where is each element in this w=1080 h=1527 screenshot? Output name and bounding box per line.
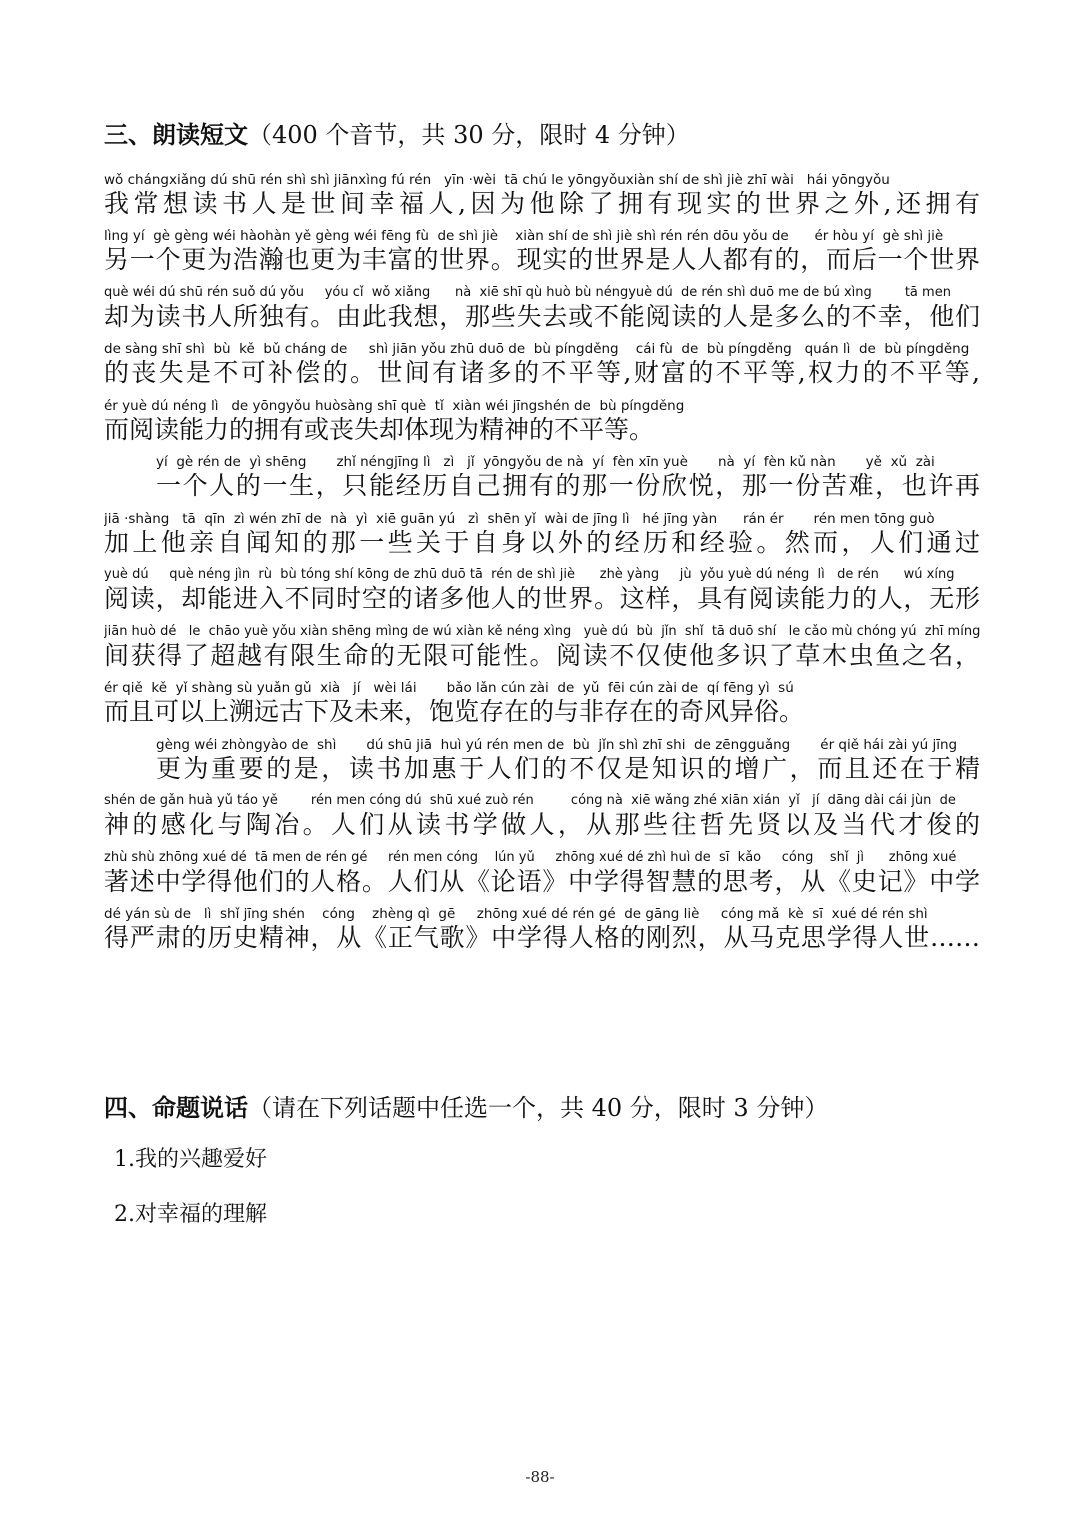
- passage-line: [104, 454, 980, 510]
- pinyin-line: ér yuè dú néng lì de yōngyǒu huòsàng shī què tǐ xiàn wéi jīngshén de bù píngděng: [104, 398, 685, 414]
- passage-line: [104, 680, 980, 736]
- passage-line: [104, 398, 980, 454]
- hanzi-line: 得严肃的历史精神，从《正气歌》中学得人格的刚烈，从马克思学得人世……: [104, 923, 980, 952]
- section4-heading: [104, 1093, 828, 1123]
- pinyin-line: ér qiě kě yǐ shàng sù yuǎn gǔ xià jí wèi lái bǎo lǎn cún zài de yǔ fēi cún zài de qí fēng yì sú: [104, 680, 794, 696]
- pinyin-line: dé yán sù de lì shǐ jīng shén cóng zhèng qì gē zhōng xué dé rén gé de gāng liè cóng mǎ kè sī xué dé rén shì: [104, 906, 928, 922]
- section4-note: （请在下列话题中任选一个，共 40 分，限时 3 分钟）: [248, 1094, 829, 1122]
- pinyin-line: jiā ·shàng tā qīn zì wén zhī de nà yì xiē guān yú zì shēn yǐ wài de jīng lì hé jīng yàn rán ér rén men tōng guò: [104, 511, 935, 527]
- section4-title: 四、命题说话: [104, 1094, 248, 1122]
- hanzi-line: 神的感化与陶冶。人们从读书学做人，从那些往哲先贤以及当代才俊的: [104, 810, 980, 839]
- section3-title: 三、朗读短文: [104, 121, 248, 149]
- passage-line: [104, 228, 980, 284]
- pinyin-line: què wéi dú shū rén suǒ dú yǒu yóu cǐ wǒ xiǎng nà xiē shī qù huò bù néngyuè dú de rén shì duō me de bú xìng tā men: [104, 285, 951, 300]
- pinyin-line: shén de gǎn huà yǔ táo yě rén men cóng dú shū xué zuò rén cóng nà xiē wǎng zhé xiān xián yǐ jí dāng dài cái jùn de: [104, 793, 956, 808]
- hanzi-line: 著述中学得他们的人格。人们从《论语》中学得智慧的思考，从《史记》中学: [104, 867, 980, 896]
- hanzi-line: 阅读，却能进入不同时空的诸多他人的世界。这样，具有阅读能力的人，无形: [104, 584, 980, 613]
- passage-line: [104, 737, 980, 793]
- passage-line: [104, 172, 980, 228]
- pinyin-line: yuè dú què néng jìn rù bù tóng shí kōng de zhū duō tā rén de shì jiè zhè yàng jù yǒu yuè dú néng lì de rén wú xíng: [104, 567, 955, 582]
- pinyin-line: zhù shù zhōng xué dé tā men de rén gé rén men cóng lún yǔ zhōng xué dé zhì huì de sī kǎo cóng shǐ jì zhōng xué: [104, 850, 957, 865]
- passage-line: [104, 906, 980, 962]
- hanzi-line: 我常想读书人是世间幸福人,因为他除了拥有现实的世界之外,还拥有: [104, 189, 980, 218]
- pinyin-line: de sàng shī shì bù kě bǔ cháng de shì jiān yǒu zhū duō de bù píngděng cái fù de bù píngděng quán lì de bù píngděng: [104, 341, 970, 357]
- hanzi-line: 更为重要的是，读书加惠于人们的不仅是知识的增广，而且还在于精: [156, 754, 980, 783]
- passage-line: [104, 511, 980, 567]
- hanzi-line: 而且可以上溯远古下及未来，饱览存在的与非存在的奇风异俗。: [104, 697, 805, 726]
- hanzi-line: 却为读书人所独有。由此我想，那些失去或不能阅读的人是多么的不幸，他们: [104, 302, 980, 331]
- hanzi-line: 间获得了超越有限生命的无限可能性。阅读不仅使他多识了草木虫鱼之名，: [104, 641, 980, 670]
- passage-line: [104, 341, 980, 397]
- passage-line: [104, 624, 980, 680]
- passage-line: [104, 793, 980, 849]
- pinyin-line: yí gè rén de yì shēng zhǐ néngjīng lì zì jǐ yōngyǒu de nà yí fèn xīn yuè nà yí fèn kǔ nàn yě xǔ zài: [156, 454, 935, 470]
- hanzi-line: 加上他亲自闻知的那一些关于自身以外的经历和经验。然而，人们通过: [104, 528, 980, 557]
- passage-line: [104, 850, 980, 906]
- pinyin-line: gèng wéi zhòngyào de shì dú shū jiā huì yú rén men de bù jǐn shì zhī shi de zēngguǎng ér qiě hái zài yú jīng: [156, 737, 958, 753]
- passage-line: [104, 285, 980, 341]
- section3-heading: [104, 120, 690, 150]
- pinyin-line: lìng yí gè gèng wéi hàohàn yě gèng wéi fēng fù de shì jiè xiàn shí de shì jiè shì rén rén dōu yǒu de ér hòu yí gè shì jiè: [104, 228, 944, 244]
- section3-note: （400 个音节，共 30 分，限时 4 分钟）: [248, 121, 690, 149]
- hanzi-line: 另一个更为浩瀚也更为丰富的世界。现实的世界是人人都有的，而后一个世界: [104, 245, 980, 274]
- page-number: -88-: [525, 1468, 555, 1486]
- passage-line: [104, 567, 980, 623]
- pinyin-line: jiān huò dé le chāo yuè yǒu xiàn shēng mìng de wú xiàn kě néng xìng yuè dú bù jǐn shǐ tā duō shí le cǎo mù chóng yú zhī míng: [104, 624, 980, 639]
- pinyin-line: wǒ chángxiǎng dú shū rén shì shì jiānxìng fú rén yīn ·wèi tā chú le yōngyǒuxiàn shí de shì jiè zhī wài hái yōngyǒu: [104, 172, 890, 188]
- topic-item-1: 1.我的兴趣爱好: [114, 1147, 267, 1172]
- topic-item-2: 2.对幸福的理解: [114, 1202, 267, 1227]
- hanzi-line: 而阅读能力的拥有或丧失却体现为精神的不平等。: [104, 415, 655, 444]
- hanzi-line: 一个人的一生，只能经历自己拥有的那一份欣悦，那一份苦难，也许再: [156, 471, 980, 500]
- hanzi-line: 的丧失是不可补偿的。世间有诸多的不平等,财富的不平等,权力的不平等,: [104, 358, 980, 387]
